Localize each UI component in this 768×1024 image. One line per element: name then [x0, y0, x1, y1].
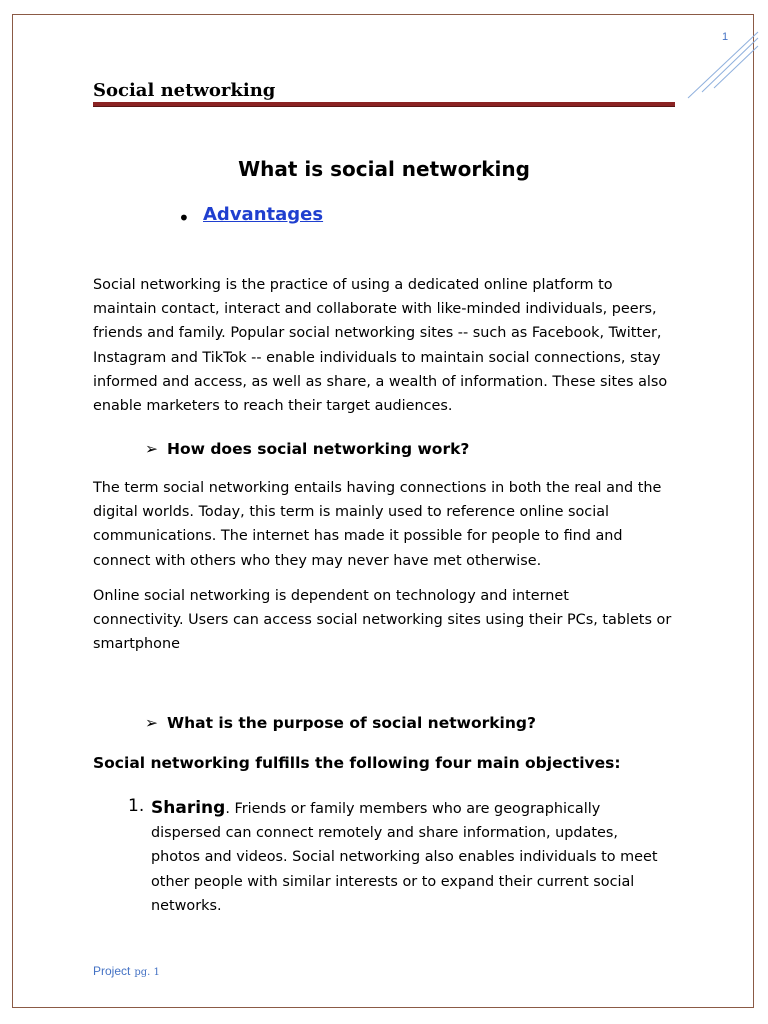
arrow-bullet-icon: ➢	[145, 440, 158, 458]
section-heading-purpose	[145, 714, 536, 732]
list-item-lead: Sharing	[151, 798, 226, 818]
section-heading-how-text: How does social networking work?	[167, 440, 470, 458]
text-line: photos and videos. Social networking also enables individuals to meet	[151, 849, 658, 866]
how-paragraph-2	[93, 584, 683, 657]
header-title: Social networking	[93, 80, 276, 101]
text-line: informed and access, as well as share, a wealth of information. These sites also	[93, 373, 668, 390]
text-line: networks.	[151, 897, 222, 914]
header-rule	[93, 102, 675, 107]
section-heading-how	[145, 440, 469, 458]
text-line: connect with others who they may never have met otherwise.	[93, 552, 542, 569]
text-line: Instagram and TikTok -- enable individuals to maintain social connections, stay	[93, 349, 661, 366]
list-number: 1.	[128, 796, 145, 816]
section-heading-purpose-text: What is the purpose of social networking?	[167, 714, 536, 732]
bullet-icon: •	[178, 206, 190, 230]
text-line: dispersed can connect remotely and share information, updates,	[151, 825, 618, 842]
corner-decoration-lines	[680, 30, 760, 100]
objectives-heading: Social networking fulfills the following four main objectives:	[93, 754, 621, 772]
text-line: connectivity. Users can access social networking sites using their PCs, tablets or	[93, 612, 672, 629]
text-line: Social networking is the practice of using a dedicated online platform to	[93, 277, 613, 293]
text-line: communications. The internet has made it possible for people to find and	[93, 528, 623, 545]
footer-page: pg. 1	[134, 967, 160, 978]
text-line: digital worlds. Today, this term is mainly used to reference online social	[93, 504, 610, 521]
how-paragraph-1	[93, 476, 683, 573]
text-line: The term social networking entails having connections in both the real and the	[93, 480, 662, 496]
text-line: enable marketers to reach their target audiences.	[93, 398, 453, 415]
text-line: friends and family. Popular social networking sites -- such as Facebook, Twitter,	[93, 325, 662, 342]
footer-label: Project	[93, 964, 131, 978]
page-title: What is social networking	[238, 157, 530, 181]
text-line: other people with similar interests or to expand their current social	[151, 873, 635, 890]
text-line: maintain contact, interact and collaborate with like-minded individuals, peers,	[93, 301, 657, 318]
advantages-link[interactable]: Advantages	[203, 204, 324, 225]
list-item-first-line: . Friends or family members who are geographically	[225, 801, 601, 817]
text-line: Online social networking is dependent on technology and internet	[93, 588, 569, 604]
arrow-bullet-icon: ➢	[145, 714, 158, 732]
text-line: smartphone	[93, 636, 180, 653]
footer	[93, 964, 160, 978]
page-number-top: 1	[722, 31, 729, 43]
intro-paragraph	[93, 273, 683, 418]
list-item-sharing	[151, 796, 691, 918]
